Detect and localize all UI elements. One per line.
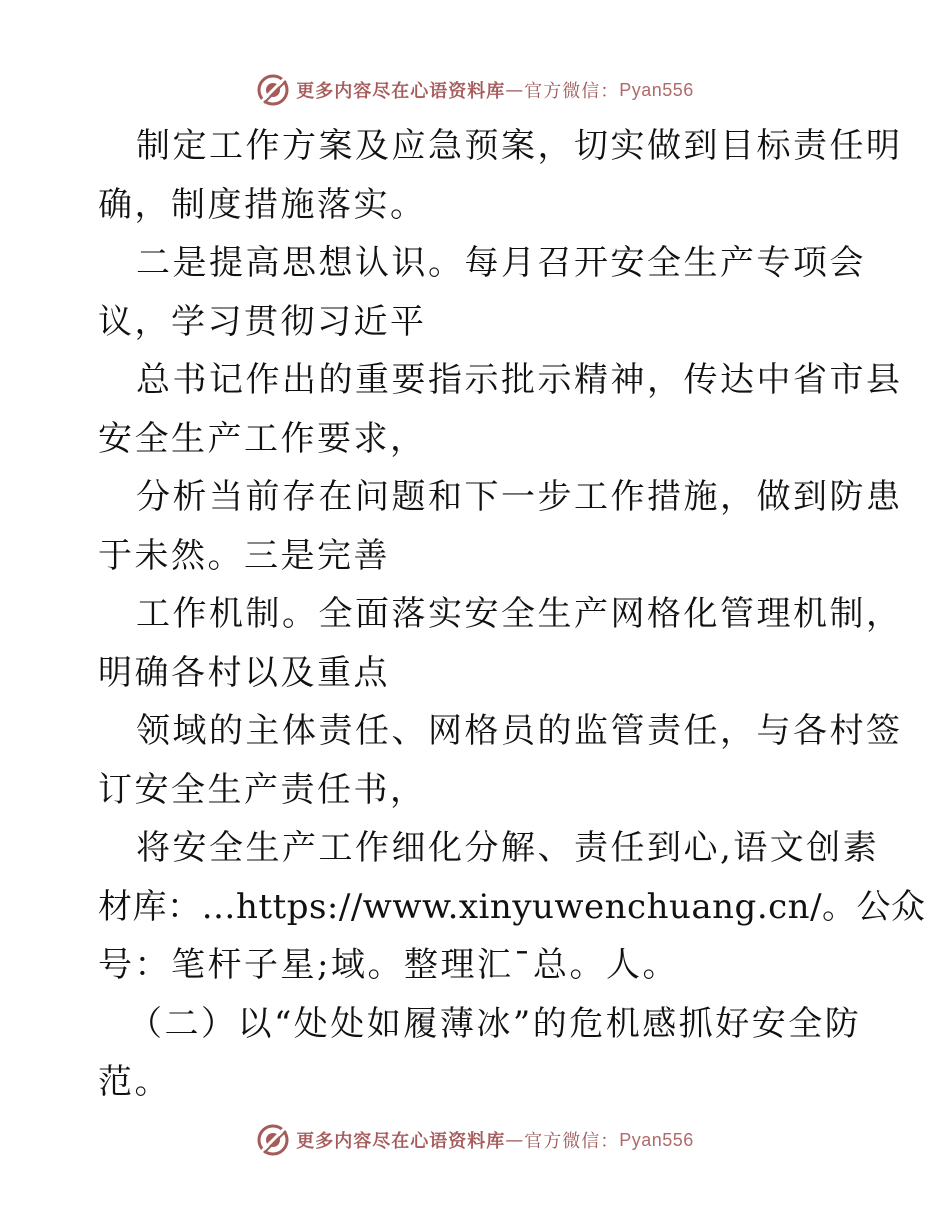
text-line: 于未然。三是完善: [98, 535, 390, 576]
text-line: 确，制度措施落实。: [98, 184, 427, 225]
watermark-dash: —: [505, 79, 525, 101]
footer-watermark: [0, 1120, 950, 1160]
watermark-dash: —: [505, 1129, 525, 1151]
section-heading-line: （二）以“处处如履薄冰”的危机感抓好安全防: [128, 1003, 862, 1044]
brand-logo-icon: [256, 1123, 290, 1157]
url-text-line: 材库：…https://www.xinyuwenchuang.cn/。公众: [98, 886, 926, 927]
brand-logo-icon: [256, 73, 290, 107]
watermark-official-label: 官方微信：: [524, 81, 620, 102]
text-line: 议，学习贯彻习近平: [98, 301, 427, 342]
text-line: 安全生产工作要求，: [98, 418, 427, 459]
text-line: 订安全生产责任书，: [98, 769, 427, 810]
watermark-official-label: 官方微信：: [524, 1131, 620, 1152]
text-line: 二是提高思想认识。每月召开安全生产专项会: [136, 243, 866, 283]
text-line: 分析当前存在问题和下一步工作措施，做到防患: [136, 477, 903, 517]
watermark-text: 更多内容尽在心语资料库: [296, 81, 506, 102]
text-line: 总书记作出的重要指示批示精神，传达中省市县: [136, 360, 903, 400]
watermark-account: Pyan556: [619, 1129, 694, 1150]
text-line: 范。: [98, 1062, 171, 1102]
text-line: 工作机制。全面落实安全生产网格化管理机制，: [136, 594, 903, 634]
text-line: 明确各村以及重点: [98, 652, 390, 693]
document-body: [98, 117, 926, 1112]
header-watermark: [0, 70, 950, 110]
text-line: 制定工作方案及应急预案，切实做到目标责任明: [136, 126, 903, 166]
watermark-text: 更多内容尽在心语资料库: [296, 1131, 506, 1152]
text-line: 将安全生产工作细化分解、责任到心,语文创素: [136, 828, 880, 868]
text-line: 号：笔杆子星;域。整理汇¯总。人。: [98, 945, 679, 985]
watermark-account: Pyan556: [619, 79, 694, 100]
text-line: 领域的主体责任、网格员的监管责任，与各村签: [136, 711, 903, 751]
